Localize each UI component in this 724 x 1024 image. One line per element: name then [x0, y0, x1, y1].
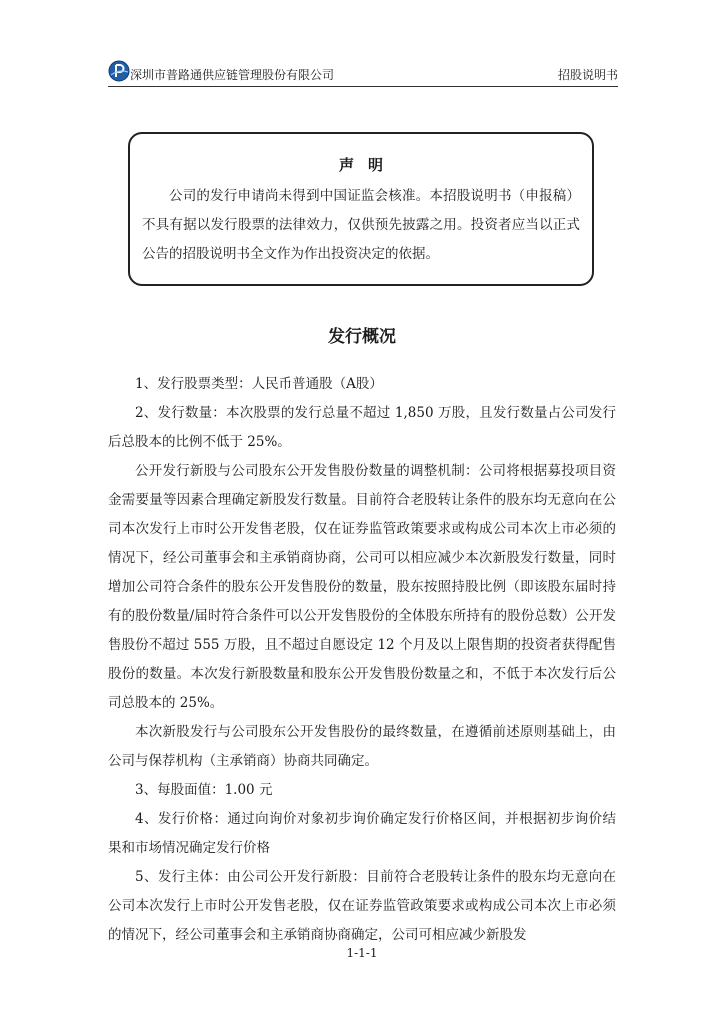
paragraph-par-value: 3、每股面值：1.00 元	[135, 782, 273, 798]
offering-overview	[108, 370, 616, 950]
paragraph-issuer: 5、发行主体：由公司公开发行新股：目前符合老股转让条件的股东均无意向在公司本次发行上市时公开发售老股，仅在证券监管政策要求或构成公司本次上市必须的情况下，经公司董事会和主承销商协商确定，公司可相应减少新股发	[108, 869, 616, 943]
paragraph-stock-type: 1、发行股票类型：人民币普通股（A股）	[135, 376, 383, 392]
document-type: 招股说明书	[557, 68, 618, 82]
paragraph-adjustment-mechanism: 公开发行新股与公司股东公开发售股份数量的调整机制：公司将根据募投项目资金需要量等因素合理确定新股发行数量。目前符合老股转让条件的股东均无意向在公司本次发行上市时公开发售老股，仅在证券监管政策要求或构成公司本次上市必须的情况下，经公司董事会和主承销商协商，公司可以相应减少本次新股发行数量，同时增加公司符合条件的股东公开发售股份的数量，股东按照持股比例（即该股东届时持有的股份数量/届时符合条件可以公开发售股份的全体股东所持有的股份总数）公开发售股份不超过 555 万股，且不超过自愿设定 12 个月及以上限售期的投资者获得配售股份的数量。本次发行新股数量和股东公开发售股份数量之和，不低于本次发行后公司总股本的 25%。	[108, 463, 616, 711]
notice-title: 声明	[338, 156, 397, 174]
page-number: 1-1-1	[346, 946, 378, 960]
notice-box	[128, 132, 594, 286]
company-name: 深圳市普路通供应链管理股份有限公司	[130, 68, 335, 82]
notice-body: 公司的发行申请尚未得到中国证监会核准。本招股说明书（申报稿）不具有据以发行股票的法律效力，仅供预先披露之用。投资者应当以正式公告的招股说明书全文作为作出投资决定的依据。	[142, 188, 580, 262]
company-logo-icon	[108, 60, 130, 82]
paragraph-issue-price: 4、发行价格：通过向询价对象初步询价确定发行价格区间，并根据初步询价结果和市场情况确定发行价格	[108, 811, 616, 856]
paragraph-final-quantity: 本次新股发行与公司股东公开发售股份的最终数量，在遵循前述原则基础上，由公司与保荐机构（主承销商）协商共同确定。	[108, 724, 616, 769]
page-header	[108, 58, 618, 87]
paragraph-issue-quantity: 2、发行数量：本次股票的发行总量不超过 1,850 万股，且发行数量占公司发行后总股本的比例不低于 25%。	[108, 405, 616, 450]
section-title: 发行概况	[328, 327, 396, 347]
